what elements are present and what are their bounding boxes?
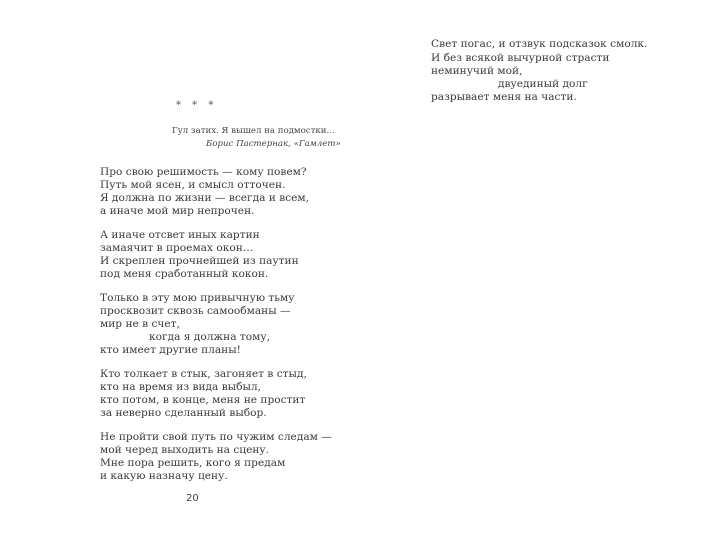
section-ornament: * * *	[176, 100, 218, 111]
poem-line: под меня сработанный кокон.	[100, 268, 269, 280]
poem-line: мир не в счет,	[100, 318, 180, 330]
poem-line: разрывает меня на части.	[431, 91, 577, 103]
poem-line: И скреплен прочнейшей из паутин	[100, 255, 299, 267]
poem-line: когда я должна тому,	[149, 331, 271, 343]
poem-line: замаячит в проемах окон…	[100, 242, 254, 254]
epigraph-quote: Гул затих. Я вышел на подмостки…	[172, 126, 336, 136]
poem-line: Мне пора решить, кого я предам	[100, 457, 286, 469]
poem-line: двуединый долг	[498, 78, 588, 90]
poem-line: неминучий мой,	[431, 65, 523, 77]
poem-line: Я должна по жизни — всегда и всем,	[100, 192, 310, 204]
poem-line: И без всякой вычурной страсти	[431, 52, 610, 64]
poem-line: Только в эту мою привычную тьму	[100, 292, 295, 304]
poem-line: Свет погас, и отзвук подсказок смолк.	[431, 38, 648, 50]
poem-line: мой черед выходить на сцену.	[100, 444, 270, 456]
poem-line: и какую назначу цену.	[100, 470, 228, 482]
poem-line: просквозит сквозь самообманы —	[100, 305, 291, 317]
poem-line: Кто толкает в стык, загоняет в стыд,	[100, 368, 307, 380]
page-number: 20	[186, 493, 199, 504]
poem-line: А иначе отсвет иных картин	[100, 229, 260, 241]
poem-line: Путь мой ясен, и смысл отточен.	[100, 179, 286, 191]
poem-line: а иначе мой мир непрочен.	[100, 205, 255, 217]
poem-line: кто на время из вида выбыл,	[100, 381, 262, 393]
poem-line: Про свою решимость — кому повем?	[100, 166, 307, 178]
epigraph-attribution: Борис Пастернак, «Гамлет»	[206, 139, 341, 149]
poem-line: кто потом, в конце, меня не простит	[100, 394, 306, 406]
poem-line: кто имеет другие планы!	[100, 344, 241, 356]
poem-line: за неверно сделанный выбор.	[100, 407, 267, 419]
poem-line: Не пройти свой путь по чужим следам —	[100, 431, 332, 443]
